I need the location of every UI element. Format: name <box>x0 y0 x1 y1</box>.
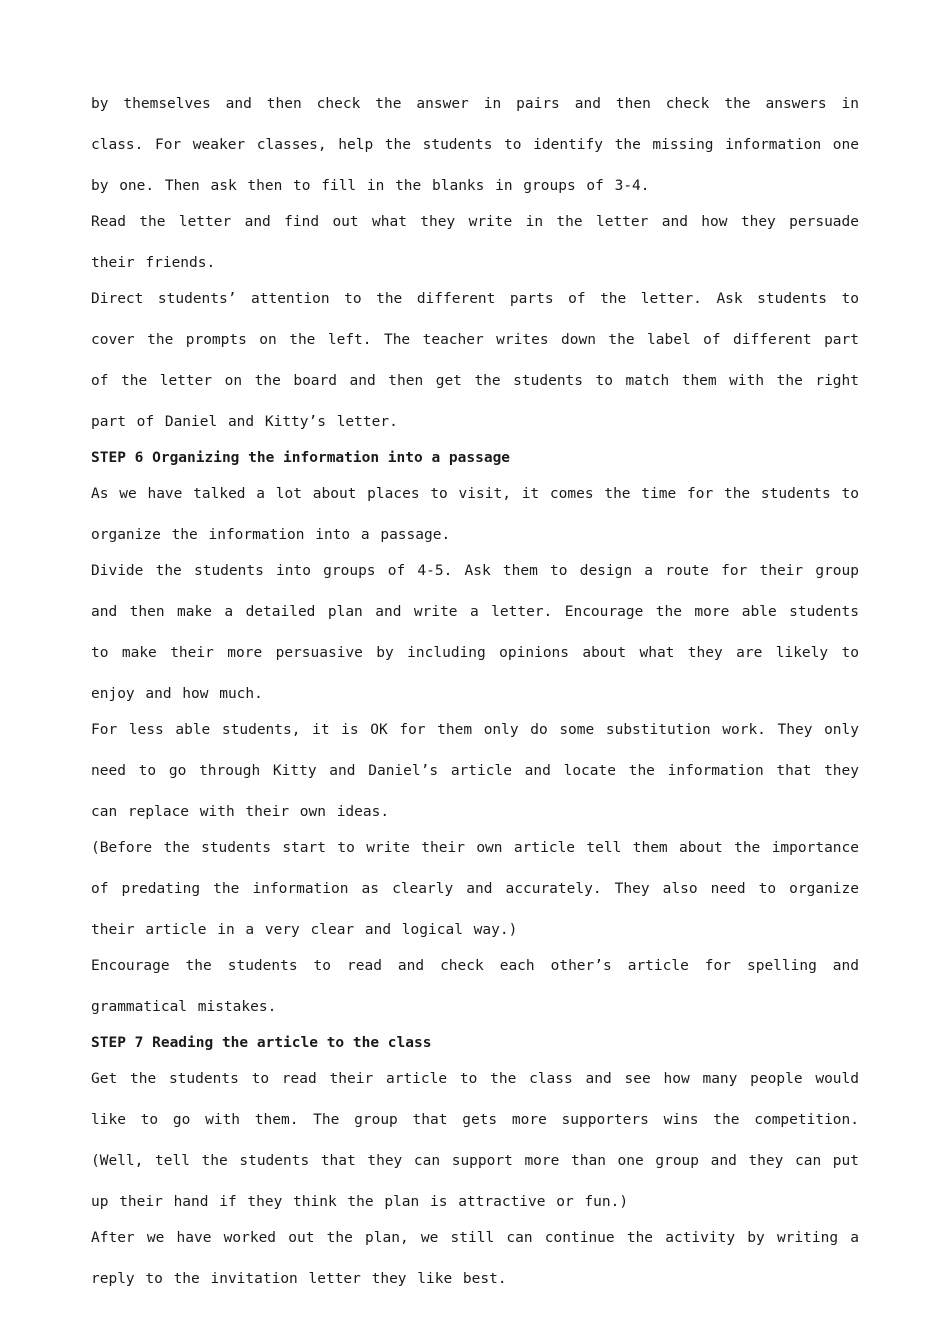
paragraph-direct-attention: Direct students’ attention to the different parts of the letter. Ask students to cover the prompts on the left. The teacher writes down the label of different part of the letter on the board and then get the students to match them with the right part of Daniel and Kitty’s letter. <box>91 291 859 430</box>
paragraph-pairs-check: by themselves and then check the answer in pairs and then check the answers in class. For weaker classes, help the students to identify the missing information one by one. Then ask then to fill in the blanks in groups of 3-4. <box>91 96 859 194</box>
heading-step-6: STEP 6 Organizing the information into a passage <box>91 450 511 466</box>
paragraph-before-writing: (Before the students start to write their own article tell them about the importance of predating the information as clearly and accurately. They also need to organize their article in a very clear and logical way.) <box>91 840 859 938</box>
document-page <box>91 84 859 1300</box>
paragraph-peer-check: Encourage the students to read and check each other’s article for spelling and grammatical mistakes. <box>91 958 859 1015</box>
paragraph-divide-groups: Divide the students into groups of 4-5. Ask them to design a route for their group and then make a detailed plan and write a letter. Encourage the more able students to make their more persuasive by including opinions about what they are likely to enjoy and how much. <box>91 563 859 702</box>
paragraph-less-able: For less able students, it is OK for them only do some substitution work. They only need to go through Kitty and Daniel’s article and locate the information that they can replace with their own ideas. <box>91 722 859 820</box>
paragraph-read-to-class: Get the students to read their article to the class and see how many people would like to go with them. The group that gets more supporters wins the competition. (Well, tell the students that they can support more than one group and they can put up their hand if they think the plan is attractive or fun.) <box>91 1071 859 1210</box>
paragraph-read-letter: Read the letter and find out what they write in the letter and how they persuade their friends. <box>91 214 859 271</box>
paragraph-organize-intro: As we have talked a lot about places to visit, it comes the time for the students to organize the information into a passage. <box>91 486 859 543</box>
heading-step-7: STEP 7 Reading the article to the class <box>91 1035 432 1051</box>
paragraph-reply-letter: After we have worked out the plan, we still can continue the activity by writing a reply to the invitation letter they like best. <box>91 1230 859 1287</box>
